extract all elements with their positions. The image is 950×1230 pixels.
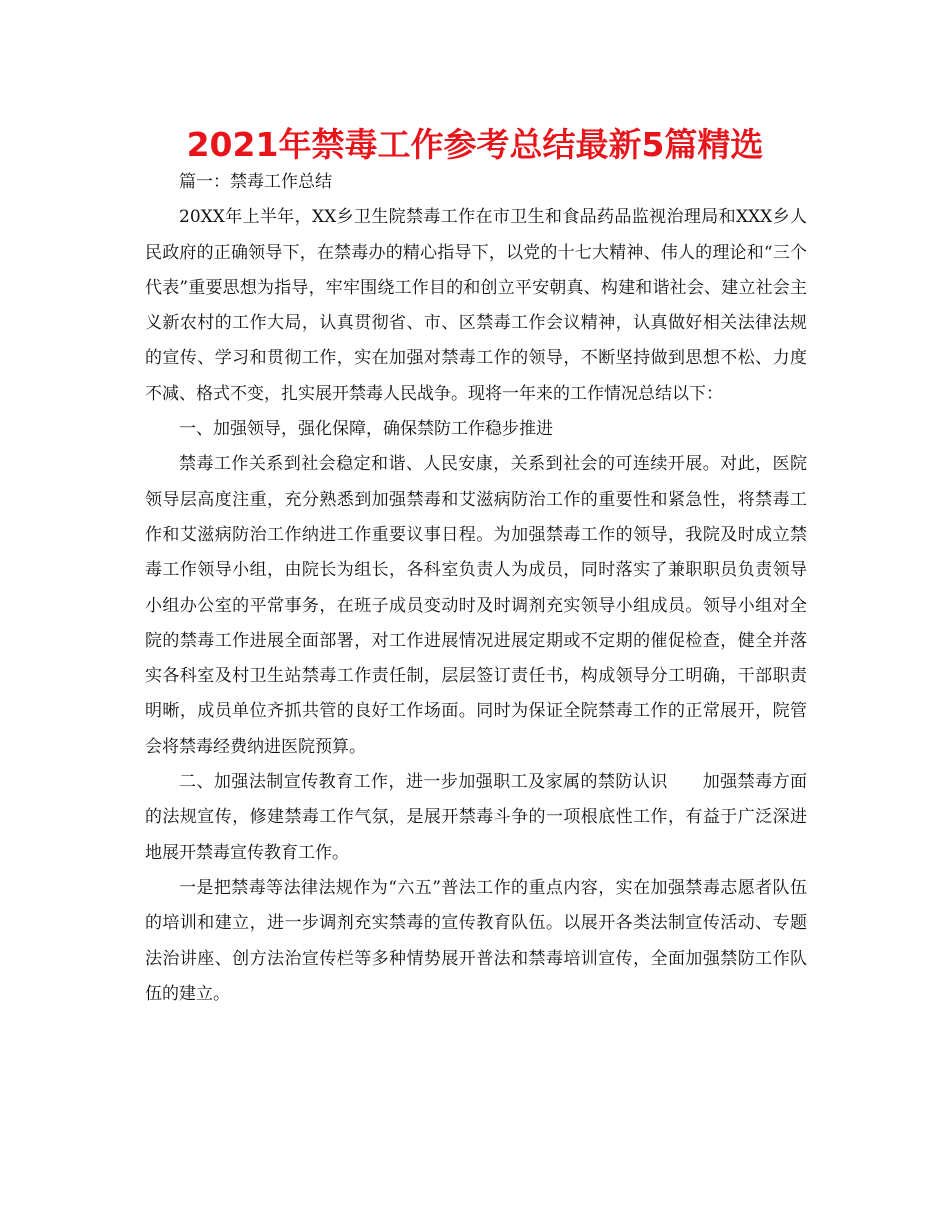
section-heading-two: 二、加强法制宣传教育工作，进一步加强职工及家属的禁防认识 加强禁毒方面的法规宣传，修建禁毒工作气氛，是展开禁毒斗争的一项根底性工作，有益于广泛深进地展开禁毒宣传教育工作。 [145, 772, 807, 863]
body-paragraph: 禁毒工作关系到社会稳定和谐、人民安康，关系到社会的可连续开展。对此，医院领导层高度注重，充分熟悉到加强禁毒和艾滋病防治工作的重要性和紧急性，将禁毒工作和艾滋病防治工作纳进工作重要议事日程。为加强禁毒工作的领导，我院及时成立禁毒工作领导小组，由院长为组长，各科室负责人为成员，同时落实了兼职职员负责领导小组办公室的平常事务，在班子成员变动时及时调剂充实领导小组成员。领导小组对全院的禁毒工作进展全面部署，对工作进展情况进展定期或不定期的催促检查，健全并落实各科室及村卫生站禁毒工作责任制，层层签订责任书，构成领导分工明确，干部职责明晰，成员单位齐抓共管的良好工作场面。同时为保证全院禁毒工作的正常展开，院管会将禁毒经费纳进医院预算。 [145, 454, 807, 757]
section-heading-part-one: 篇一：禁毒工作总结 [179, 172, 332, 192]
section-heading-one: 一、加强领导，强化保障，确保禁防工作稳步推进 [179, 419, 553, 440]
document-body [145, 165, 807, 1012]
document-title: 2021年禁毒工作参考总结最新5篇精选 [186, 125, 764, 164]
body-paragraph: 20XX年上半年，XX乡卫生院禁毒工作在市卫生和食品药品监视治理局和XXX乡人民政府的正确领导下，在禁毒办的精心指导下，以党的十七大精神、伟人的理论和“三个代表”重要思想为指导，牢牢围绕工作目的和创立平安朝真、构建和谐社会、建立社会主义新农村的工作大局，认真贯彻省、市、区禁毒工作会议精神，认真做好相关法律法规的宣传、学习和贯彻工作，实在加强对禁毒工作的领导，不断坚持做到思想不松、力度不减、格式不变，扎实展开禁毒人民战争。现将一年来的工作情况总结以下： [145, 207, 807, 404]
body-paragraph: 一是把禁毒等法律法规作为“六五”普法工作的重点内容，实在加强禁毒志愿者队伍的培训和建立，进一步调剂充实禁毒的宣传教育队伍。以展开各类法制宣传活动、专题法治讲座、创方法治宣传栏等多种情势展开普法和禁毒培训宣传，全面加强禁防工作队伍的建立。 [145, 877, 807, 1004]
